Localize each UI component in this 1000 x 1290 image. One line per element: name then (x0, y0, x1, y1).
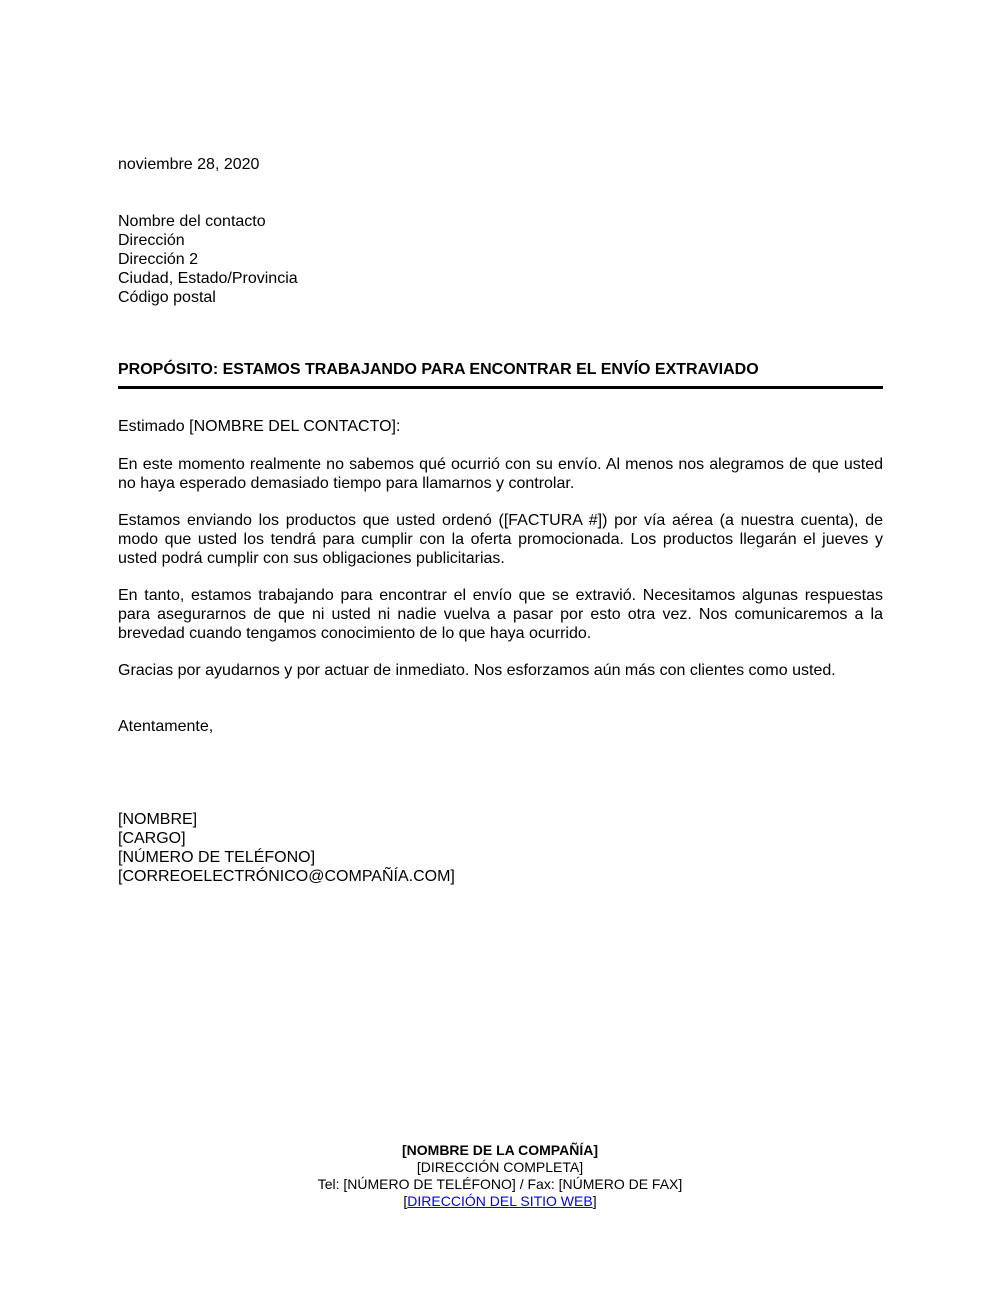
footer-address: [DIRECCIÓN COMPLETA] (416, 1159, 584, 1175)
signature-title: [CARGO] (118, 830, 186, 847)
closing-text: Atentamente, (118, 718, 214, 735)
letter-subject: PROPÓSITO: ESTAMOS TRABAJANDO PARA ENCONTRAR EL ENVÍO EXTRAVIADO (118, 361, 759, 378)
website-bracket-open: [ (403, 1193, 408, 1209)
website-link[interactable]: DIRECCIÓN DEL SITIO WEB (407, 1193, 593, 1209)
footer-website (0, 1193, 1000, 1210)
letter-salutation (118, 417, 400, 436)
recipient-name: Nombre del contacto (118, 213, 266, 230)
recipient-postal-code: Código postal (118, 289, 216, 306)
letter-date (118, 155, 259, 174)
date-text: noviembre 28, 2020 (118, 156, 260, 173)
recipient-address-line2: Dirección 2 (118, 251, 199, 268)
recipient-city-state: Ciudad, Estado/Provincia (118, 270, 298, 287)
signature-block (118, 810, 455, 886)
body-paragraph: En tanto, estamos trabajando para encontrar el envío que se extravió. Necesitamos algunas respuestas para asegurarnos de que ni usted ni nadie vuelva a pasar por esto otra vez. Nos comunicaremos a la brevedad cuando tengamos conocimiento de lo que haya ocurrido. (118, 587, 883, 642)
footer-contact: Tel: [NÚMERO DE TELÉFONO] / Fax: [NÚMERO DE FAX] (317, 1176, 683, 1192)
recipient-address (118, 212, 298, 307)
subject-divider (118, 386, 883, 389)
signature-email: [CORREOELECTRÓNICO@COMPAÑÍA.COM] (118, 868, 455, 885)
recipient-address-line1: Dirección (118, 232, 185, 249)
letter-footer (0, 1142, 1000, 1210)
signature-phone: [NÚMERO DE TELÉFONO] (118, 849, 316, 866)
body-paragraph: En este momento realmente no sabemos qué ocurrió con su envío. Al menos nos alegramos de que usted no haya esperado demasiado tiempo para llamarnos y controlar. (118, 456, 883, 492)
signature-name: [NOMBRE] (118, 811, 198, 828)
website-bracket-close: ] (592, 1193, 597, 1209)
footer-company-name: [NOMBRE DE LA COMPAÑÍA] (402, 1142, 598, 1158)
body-paragraph: Gracias por ayudarnos y por actuar de inmediato. Nos esforzamos aún más con clientes como usted. (118, 662, 836, 679)
letter-closing (118, 717, 213, 736)
salutation-text: Estimado [NOMBRE DEL CONTACTO]: (118, 418, 401, 435)
body-paragraph: Estamos enviando los productos que usted ordenó ([FACTURA #]) por vía aérea (a nuestra cuenta), de modo que usted los tendrá para cumplir con la oferta promocionada. Los productos llegarán el jueves y usted podrá cumplir con sus obligaciones publicitarias. (118, 512, 883, 567)
